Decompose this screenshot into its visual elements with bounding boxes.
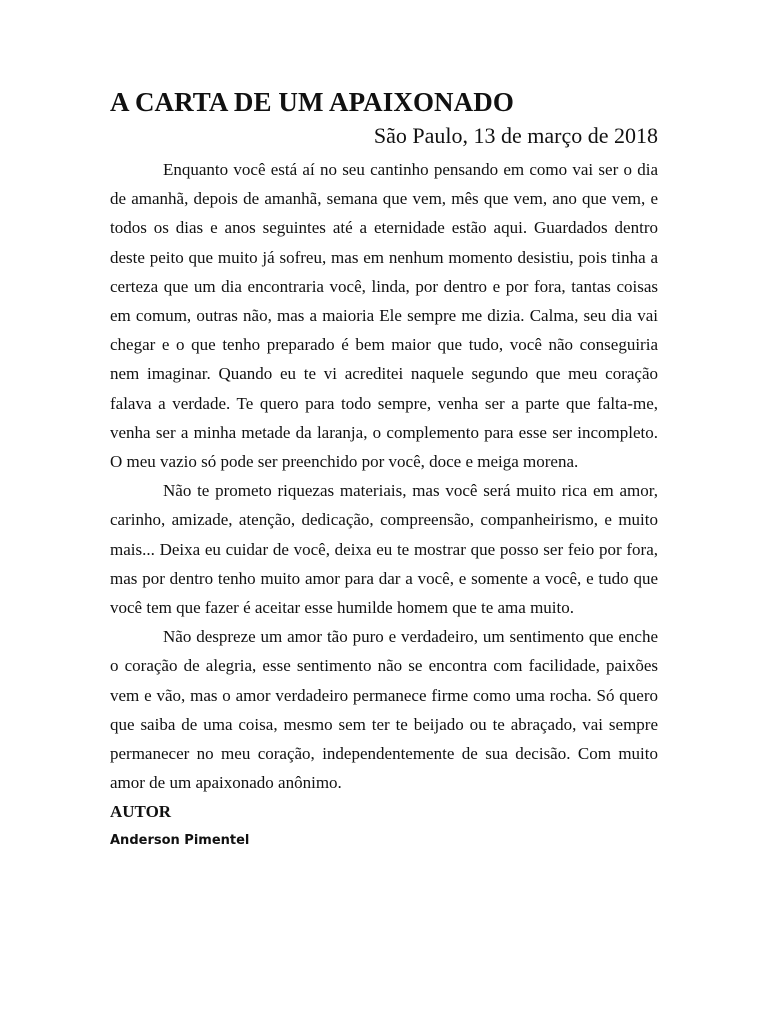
author-name: Anderson Pimentel: [110, 833, 250, 849]
paragraph-3: Não despreze um amor tão puro e verdadeiro, um sentimento que enche o coração de alegria, esse sentimento não se encontra com facilidade, paixões vem e vão, mas o amor verdadeiro permanece firme como uma rocha. Só quero que saiba de uma coisa, mesmo sem ter te beijado ou te abraçado, vai sempre permanecer no meu coração, independentemente de sua decisão. Com muito amor de um apaixonado anônimo.: [110, 627, 658, 793]
author-label: AUTOR: [110, 802, 172, 822]
letter-page: [110, 86, 658, 851]
letter-date: São Paulo, 13 de março de 2018: [373, 123, 658, 148]
paragraph-1: Enquanto você está aí no seu cantinho pensando em como vai ser o dia de amanhã, depois de amanhã, semana que vem, mês que vem, ano que vem, e todos os dias e anos seguintes até a eternidade estão aqui. Guardados dentro deste peito que muito já sofreu, mas em nenhum momento desistiu, pois tinha a certeza que um dia encontraria você, linda, por dentro e por fora, tantas coisas em comum, outras não, mas a maioria Ele sempre me dizia. Calma, seu dia vai chegar e o que tenho preparado é bem maior que tudo, você não conseguiria nem imaginar. Quando eu te vi acreditei naquele segundo que meu coração falava a verdade. Te quero para todo sempre, venha ser a parte que falta-me, venha ser a minha metade da laranja, o complemento para esse ser incompleto. O meu vazio só pode ser preenchido por você, doce e meiga morena.: [110, 160, 658, 472]
document-title: A CARTA DE UM APAIXONADO: [110, 87, 514, 117]
paragraph-2: Não te prometo riquezas materiais, mas você será muito rica em amor, carinho, amizade, atenção, dedicação, compreensão, companheirismo, e muito mais... Deixa eu cuidar de você, deixa eu te mostrar que posso ser feio por fora, mas por dentro tenho muito amor para dar a você, e somente a você, e tudo que você tem que fazer é aceitar esse humilde homem que te ama muito.: [110, 481, 658, 618]
